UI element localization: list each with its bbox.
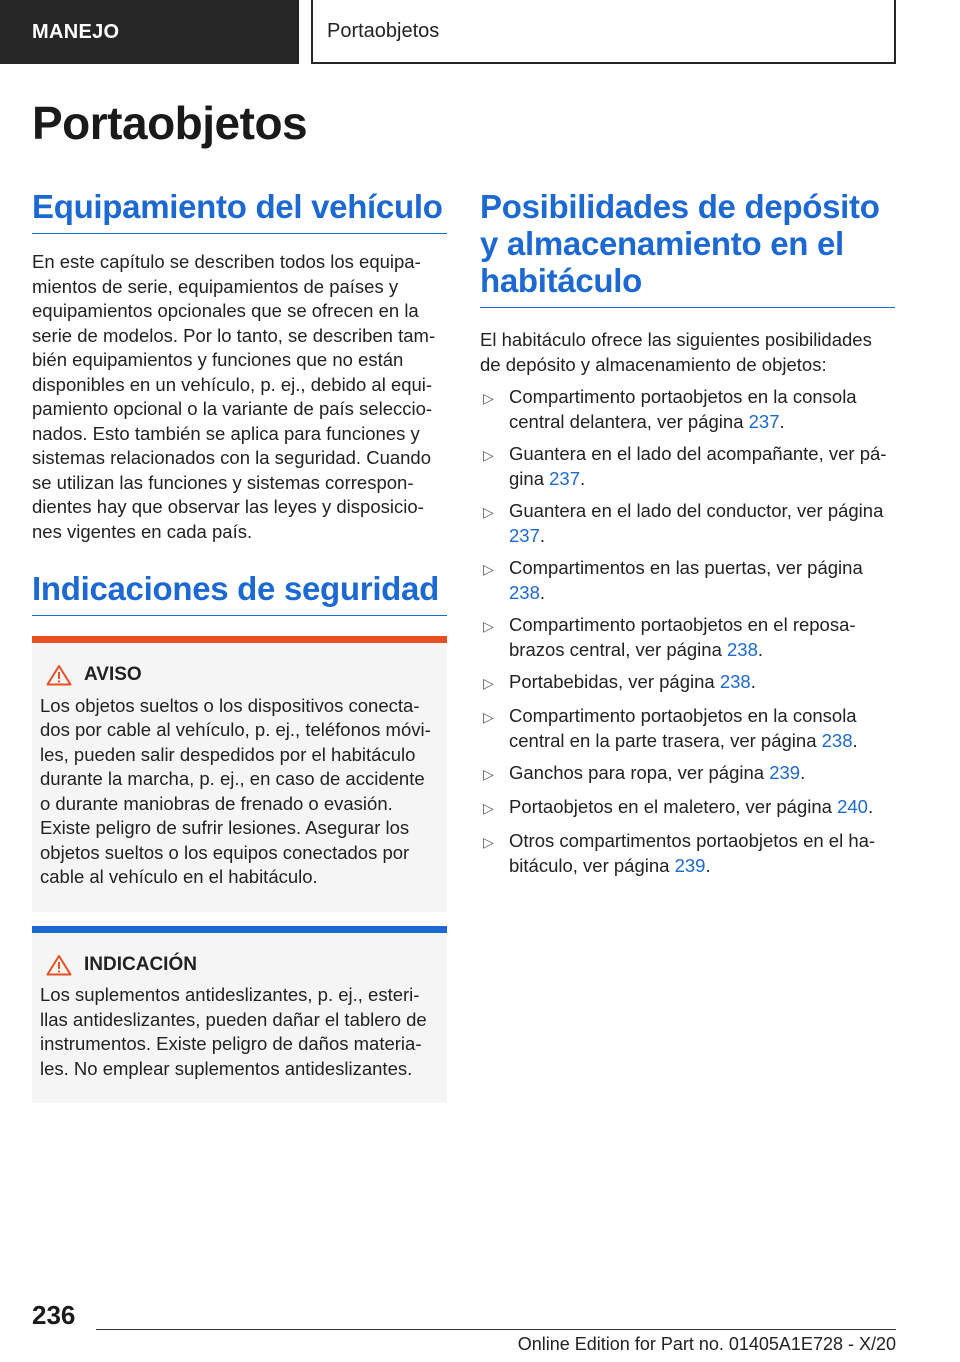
list-item [480, 442, 895, 491]
storage-list [480, 385, 895, 878]
notice-header [40, 953, 439, 978]
warning-header [40, 663, 439, 688]
list-item-label: Ganchos para ropa, ver página [509, 762, 770, 783]
page-link[interactable]: 238 [727, 638, 758, 660]
list-item-suffix: . [539, 581, 546, 603]
triangle-right-icon: ▷ [483, 618, 494, 634]
notice-text: Los suplementos antideslizantes, p. ej., esterillas antideslizantes, pueden dañar el tablero de instrumentos. Existe peligro de daños materiales. No emplear suplementos antideslizantes. [40, 984, 427, 1079]
list-item-label: Compartimentos en las puertas, ver página [509, 557, 863, 578]
footer-rule [96, 1329, 896, 1330]
list-item-suffix: . [852, 729, 858, 751]
list-item-label: Portabebidas, ver página [509, 671, 720, 692]
list-item [480, 670, 895, 696]
page-link[interactable]: 237 [509, 524, 540, 546]
warning-triangle-icon [46, 954, 72, 976]
list-item-label: Guantera en el lado del acompañante, ver página [509, 443, 887, 489]
notice-title: INDICACIÓN [84, 953, 197, 975]
list-item-text [509, 829, 895, 878]
list-item-text [509, 795, 895, 821]
triangle-right-icon: ▷ [483, 834, 494, 850]
triangle-right-icon: ▷ [483, 504, 494, 520]
triangle-right-icon: ▷ [483, 447, 494, 463]
list-item [480, 613, 895, 662]
list-item-text [509, 442, 895, 491]
list-item-label: Otros compartimentos portaobjetos en el habitáculo, ver página [509, 830, 876, 876]
equipment-heading: Equipamiento del vehículo [32, 188, 447, 234]
list-item [480, 761, 895, 787]
equipment-text: En este capítulo se describen todos los equipamientos de serie, equipamientos de países y equipamientos opcionales que se ofrecen en la serie de modelos. Por lo tanto, se describen también equipamientos y funciones que no están disponibles en un vehículo, p. ej., debido al equipamiento opcional o la variante de país seleccionados. Esto también se aplica para funciones y sistemas relacionados con la seguridad. Cuando se utilizan las funciones y sistemas correspondientes hay que observar las leyes y disposiciones vigentes en cada país. [32, 251, 436, 542]
page-link[interactable]: 239 [769, 762, 801, 783]
list-item-label: Portaobjetos en el maletero, ver página [509, 796, 838, 817]
list-item-label: Compartimento portaobjetos en el reposabrazos central, ver página [509, 614, 856, 660]
page-link[interactable]: 237 [549, 467, 580, 489]
warning-text: Los objetos sueltos o los dispositivos conectados por cable al vehículo, p. ej., teléfonos móviles, pueden salir despedidos por el habitáculo durante la marcha, p. ej., en caso de accidente o durante maniobras de frenado o evasión. Existe peligro de sufrir lesiones. Asegurar los objetos sueltos o los equipos conectados por cable al vehículo en el habitáculo. [40, 694, 431, 887]
triangle-right-icon: ▷ [483, 766, 494, 782]
page-link[interactable]: 238 [509, 581, 540, 603]
header-section-tab [0, 0, 299, 64]
list-item-label: Compartimento portaobjetos en la consola central en la parte trasera, ver página [509, 705, 857, 751]
warning-triangle-icon [46, 664, 72, 686]
list-item-suffix: . [705, 854, 711, 876]
list-item-text [509, 761, 895, 787]
list-item-suffix: . [800, 762, 806, 783]
page-link[interactable]: 240 [837, 796, 868, 817]
list-item [480, 829, 895, 878]
page-link[interactable]: 239 [674, 854, 706, 876]
safety-heading: Indicaciones de seguridad [32, 570, 447, 616]
list-item-suffix: . [539, 524, 546, 546]
list-item-text [509, 670, 895, 696]
page-link[interactable]: 237 [748, 410, 780, 432]
list-item-text [509, 613, 895, 662]
list-item-suffix: . [750, 671, 756, 692]
list-item-text [509, 499, 895, 548]
header-section-label: MANEJO [32, 20, 120, 43]
page-link[interactable]: 238 [821, 729, 853, 751]
triangle-right-icon: ▷ [483, 561, 494, 577]
list-item [480, 385, 895, 434]
list-item-suffix: . [867, 796, 874, 817]
notice-box [32, 926, 447, 1104]
list-item [480, 795, 895, 821]
list-item-text [509, 385, 895, 434]
list-item-label: Compartimento portaobjetos en la consola central delantera, ver página [509, 386, 857, 432]
storage-intro: El habitáculo ofrece las siguientes posibilidades de depósito y almacenamiento de objetos: [480, 329, 872, 375]
list-item-suffix: . [757, 638, 764, 660]
list-item-suffix: . [580, 467, 586, 489]
triangle-right-icon: ▷ [483, 709, 494, 725]
triangle-right-icon: ▷ [483, 390, 494, 406]
list-item-text [509, 704, 895, 753]
list-item [480, 704, 895, 753]
storage-heading: Posibilidades de depósito y almacenamiento en el habitáculo [480, 188, 895, 308]
triangle-right-icon: ▷ [483, 675, 494, 691]
footer-edition: Online Edition for Part no. 01405A1E728 - X/20 [517, 1334, 896, 1354]
page-link[interactable]: 238 [719, 671, 751, 692]
list-item-suffix: . [779, 410, 785, 432]
triangle-right-icon: ▷ [483, 800, 494, 816]
list-item-text [509, 556, 895, 605]
page-title: Portaobjetos [32, 97, 308, 149]
right-column [480, 188, 895, 878]
page-number: 236 [32, 1300, 76, 1330]
list-item [480, 499, 895, 548]
list-item-label: Guantera en el lado del conductor, ver página [509, 500, 884, 521]
warning-box [32, 636, 447, 912]
header-chapter-label: Portaobjetos [327, 19, 440, 42]
warning-title: AVISO [84, 664, 142, 685]
header-chapter-box [311, 0, 896, 64]
list-item [480, 556, 895, 605]
left-column [32, 188, 447, 1103]
